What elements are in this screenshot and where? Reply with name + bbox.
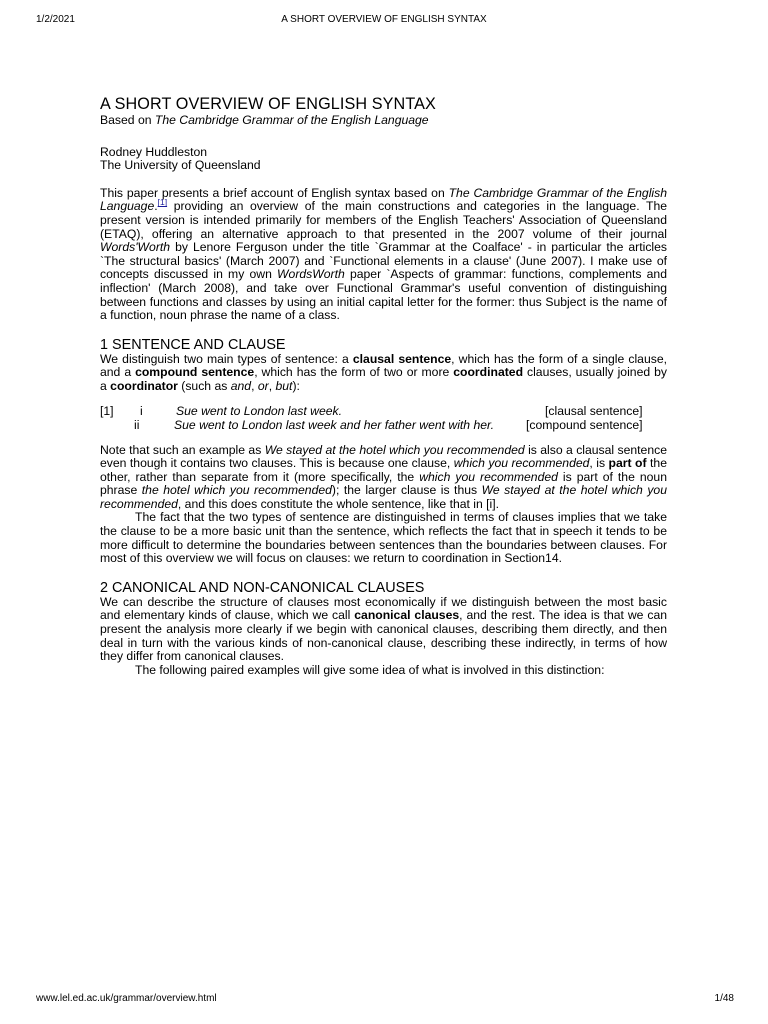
- intro-paragraph: This paper presents a brief account of English syntax based on The Cambridge Grammar of the English Language.[1] providing an overview of the main constructions and categories in the language. The present version is intended primarily for members of the English Teachers' Association of Queensland (ETAQ), offering an alternative approach to that presented in the 2007 volume of their journal Words'Worth by Lenore Ferguson under the title `Grammar at the Coalface' - in particular the articles `The structural basics' (March 2007) and `Functional elements in a clause' (June 2007). I make use of concepts discussed in my own WordsWorth paper `Aspects of grammar: functions, complements and inflection' (March 2008), and take over Functional Grammar's useful convention of distinguishing between functions and classes by using an initial capital letter for the former: thus Subject is the name of a function, noun phrase the name of a class.: [100, 185, 667, 323]
- section-1-heading: 1 SENTENCE AND CLAUSE: [100, 336, 286, 353]
- print-title: A SHORT OVERVIEW OF ENGLISH SYNTAX: [281, 14, 487, 25]
- example-roman: i: [140, 403, 143, 418]
- example-row: [100, 419, 651, 433]
- section-2-heading: 2 CANONICAL AND NON-CANONICAL CLAUSES: [100, 579, 425, 596]
- example-label: [clausal sentence]: [545, 403, 643, 418]
- example-text: Sue went to London last week and her father went with her.: [174, 417, 495, 432]
- section-2-paragraph-2: The following paired examples will give some idea of what is involved in this distinction:: [135, 662, 605, 677]
- book-title: The Cambridge Grammar of the English Language: [154, 113, 429, 127]
- example-text: Sue went to London last week.: [176, 403, 342, 418]
- example-1: [100, 405, 667, 433]
- document-title: A SHORT OVERVIEW OF ENGLISH SYNTAX: [100, 95, 436, 113]
- print-date: 1/2/2021: [36, 14, 75, 25]
- section-1-paragraph-1: We distinguish two main types of sentence: a clausal sentence, which has the form of a single clause, and a compound sentence, which has the form of two or more coordinated clauses, usually joined by a coordinator (such as and, or, but):: [100, 351, 667, 393]
- page-number: 1/48: [714, 993, 734, 1004]
- section-1-paragraph-3: The fact that the two types of sentence are distinguished in terms of clauses implies that we take the clause to be a more basic unit than the sentence, which reflects the fact that in speech it tends to be more difficult to determine the boundaries between sentences than the boundaries between clauses. For most of this overview we will focus on clauses: we return to coordination in Section14.: [100, 510, 667, 566]
- section-2-paragraph-1: We can describe the structure of clauses most economically if we distinguish between the most basic and elementary kinds of clause, which we call canonical clauses, and the rest. The idea is that we can present the analysis more clearly if we begin with canonical clauses, describing them directly, and then deal in turn with the various kinds of non-canonical clause, describing these indirectly, in terms of how they differ from canonical clauses.: [100, 594, 668, 664]
- example-roman: ii: [134, 417, 140, 432]
- example-row: [100, 405, 651, 419]
- document-body: [100, 94, 667, 677]
- based-on-line: Based on The Cambridge Grammar of the English Language: [100, 113, 429, 127]
- example-label: [compound sentence]: [526, 417, 643, 432]
- print-url[interactable]: www.lel.ed.ac.uk/grammar/overview.html: [36, 993, 217, 1004]
- footnote-link[interactable]: [1]: [157, 197, 168, 208]
- section-1-paragraph-2: Note that such an example as We stayed at the hotel which you recommended is also a clausal sentence even though it contains two clauses. This is because one clause, which you recommended, is part of the other, rather than separate from it (more specifically, the which you recommended is part of the noun phrase the hotel which you recommended); the larger clause is thus We stayed at the hotel which you recommended, and this does constitute the whole sentence, like that in [i].: [100, 442, 667, 511]
- author-name: Rodney Huddleston: [100, 144, 208, 159]
- example-number: [1]: [100, 403, 114, 418]
- author-affiliation: The University of Queensland: [100, 158, 261, 173]
